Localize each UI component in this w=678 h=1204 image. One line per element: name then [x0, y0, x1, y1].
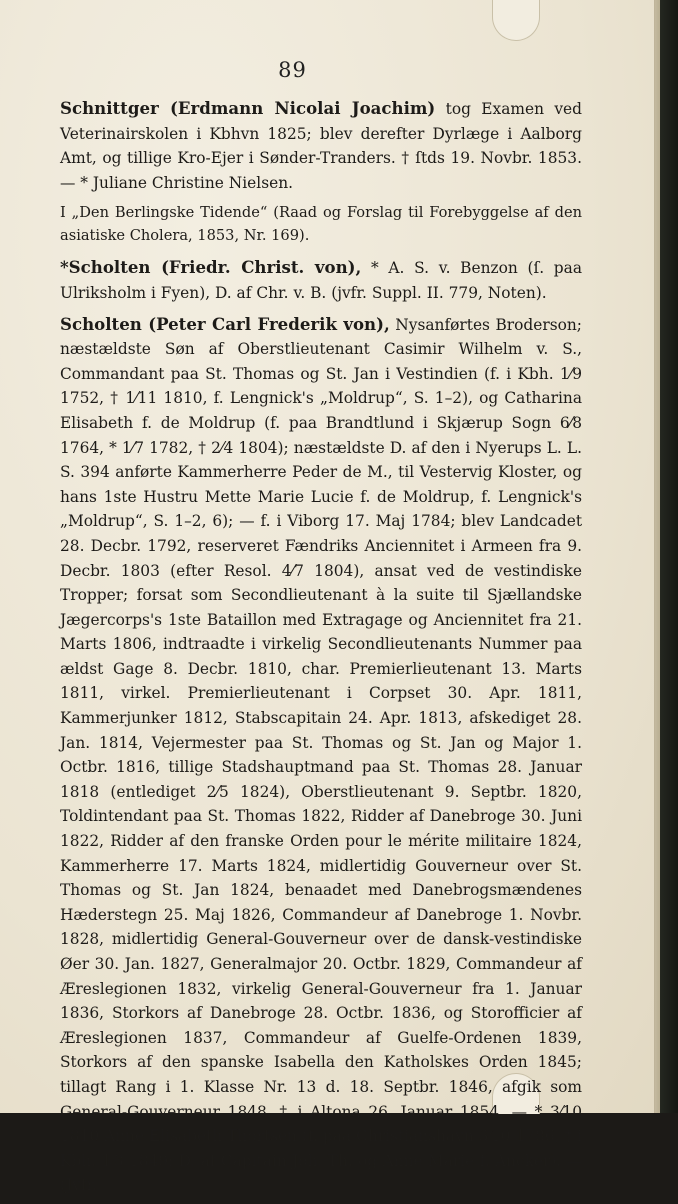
page-number: 89	[278, 58, 307, 82]
entry-note: I „Den Berlingske Tidende“ (Raad og Forslag til Forebyggelse af den asiatiske Cholera, 1853, Nr. 169).	[60, 204, 582, 245]
entry-heading: Scholten (Peter Carl Frederik von),	[60, 313, 390, 334]
entry-schnittger	[60, 96, 582, 195]
page-clip-top	[492, 0, 540, 41]
entry-text: * A. S. v. Benzon (ſ. paa Ulriksholm i Fyen), D. af Chr. v. B. (jvfr. Suppl. II. 779, Noten).	[60, 259, 582, 302]
entry-heading: *Scholten (Friedr. Christ. von),	[60, 257, 362, 278]
entry-heading: Schnittger (Erdmann Nicolai Joachim)	[60, 98, 436, 118]
entry-text: Nysanførtes Broderson; næstældste Søn af Oberstlieutenant Casimir Wilhelm v. S., Commandant paa St. Thomas og St. Jan i Vestindien (f. i Kbh. 1⁄9 1752, † 1⁄11 1810, f. Lengnick's „Moldrup“, S. 1–2), og Catharina Elisabeth f. de Moldrup (f. paa Brandtlund i Skjærup Sogn 6⁄8 1764, * 1⁄7 1782, † 2⁄4 1804); næstældste D. af den i Nyerups L. L. S. 394 anførte Kammerherre Peder de M., til Vestervig Kloster, og hans 1ste Hustru Mette Marie Lucie f. de Moldrup, f. Lengnick's „Moldrup“, S. 1–2, 6); — f. i Viborg 17. Maj 1784; blev Landcadet 28. Decbr. 1792, reserveret Fændriks Anciennitet i Armeen fra 9. Decbr. 1803 (efter Resol. 4⁄7 1804), ansat ved de vestindiske Tropper; forsat som Secondlieutenant à la suite til Sjællandske Jægercorps's 1ste Bataillon med Extragage og Anciennitet fra 21. Marts 1806, indtraadte i virkelig Secondlieutenants Nummer paa ældst Gage 8. Decbr. 1810, char. Premierlieutenant 13. Marts 1811, virkel. Premierlieutenant i Corpset 30. Apr. 1811, Kammerjunker 1812, Stabscapitain 24. Apr. 1813, afskediget 28. Jan. 1814, Vejermester paa St. Thomas og St. Jan og Major 1. Octbr. 1816, tillige Stadshauptmand paa St. Thomas 28. Januar 1818 (entlediget 2⁄5 1824), Oberstlieutenant 9. Septbr. 1820, Toldintendant paa St. Thomas 1822, Ridder af Danebroge 30. Juni 1822, Ridder af den franske Orden pour le mérite militaire 1824, Kammerherre 17. Marts 1824, midlertidig Gouverneur over St. Thomas og St. Jan 1824, benaadet med Danebrogsmændenes Hæderstegn 25. Maj 1826, Commandeur af Danebroge 1. Novbr. 1828, midlertidig General-Gouverneur over de dansk-vestindiske Øer 30. Jan. 1827, Generalmajor 20. Octbr. 1829, Commandeur af Æreslegionen 1832, virkelig General-Gouverneur fra 1. Januar 1836, Storkors af Danebroge 28. Octbr. 1836, og Storofficier af Æreslegionen 1837, Commandeur af Guelfe-Ordenen 1839, Storkors af den spanske Isabella den Katholskes Orden 1845; tillagt Rang i 1. Klasse Nr. 13 d. 18. Septbr. 1846, afgik som General-Gouverneur 1848. † i Altona 26. Januar 1854. — * 3⁄10 1810 Anne Elisabeth Thortsen (f. paa Christianshavn 3⁄10 1786, † i Kbh. 1⁄3 1849; D. af Capitain Joh. Th. og Anne Marie f. Ancker). — (Jvfr.	[60, 315, 582, 1195]
entry-scholten-friedr	[60, 255, 582, 305]
entry-text: tog Examen ved Veterinairskolen i Kbhvn 1825; blev derefter Dyrlæge i Aalborg Amt, og tillige Kro-Ejer i Sønder-Tranders. † ſtds 19. Novbr. 1853. — * Juliane Christine Nielsen.	[60, 100, 583, 192]
entry-scholten-peter	[60, 312, 582, 1198]
page-body	[60, 96, 582, 1204]
